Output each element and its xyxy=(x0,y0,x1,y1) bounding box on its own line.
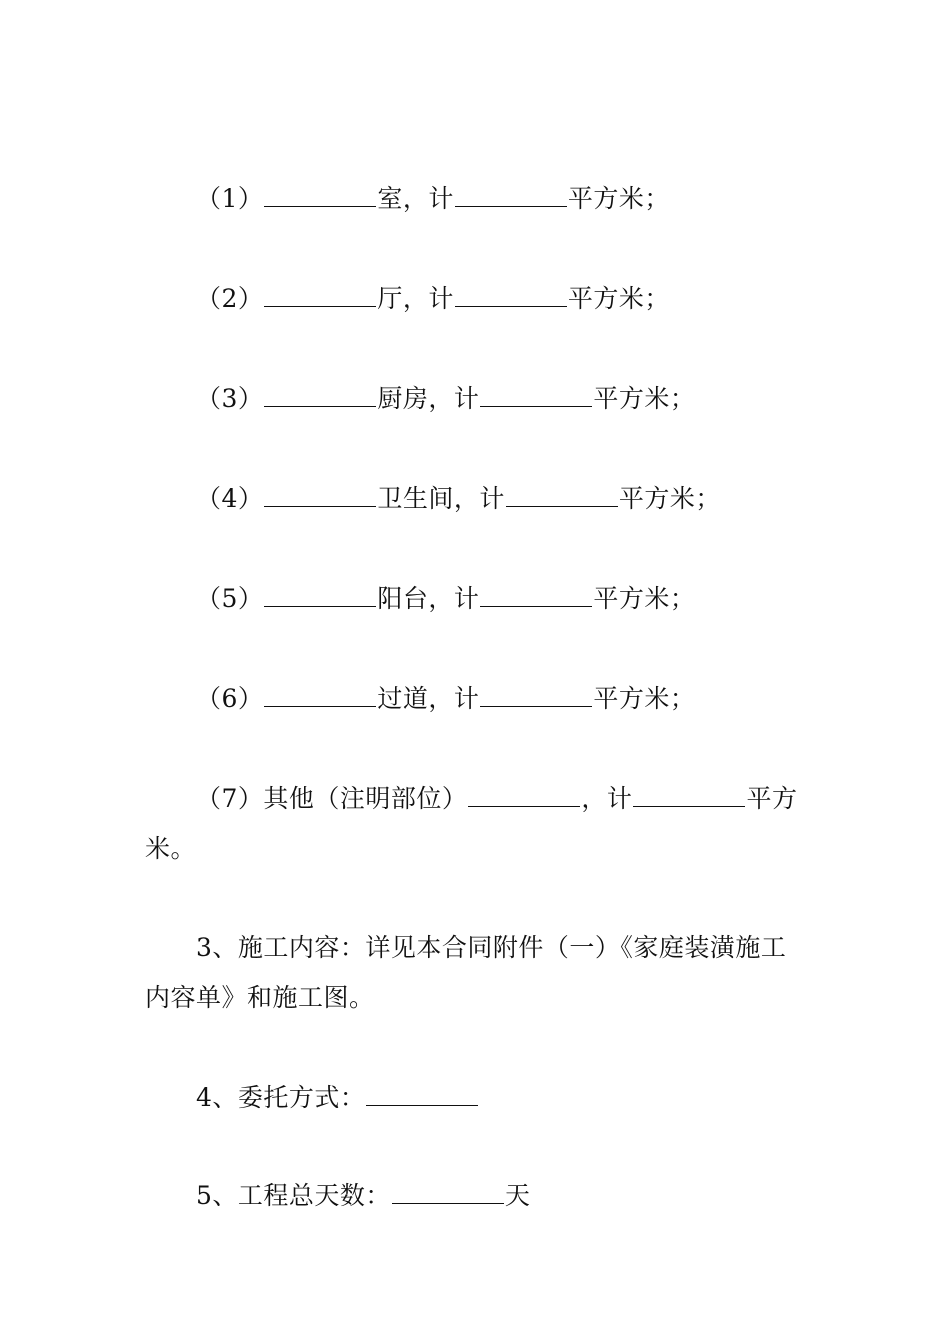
fill-blank xyxy=(455,286,567,307)
fill-blank xyxy=(392,1183,504,1204)
room-item-6 xyxy=(196,685,695,713)
item-mid: 阳台，计 xyxy=(377,584,480,613)
item-suffix: 平方米； xyxy=(618,484,721,513)
fill-blank xyxy=(264,386,376,407)
fill-blank xyxy=(264,686,376,707)
section-5 xyxy=(196,1182,530,1210)
fill-blank xyxy=(480,386,592,407)
item-prefix: （3） xyxy=(196,384,264,413)
item-prefix: （5） xyxy=(196,584,264,613)
section-5-unit: 天 xyxy=(504,1181,531,1210)
fill-blank xyxy=(264,286,376,307)
room-item-3 xyxy=(196,385,695,413)
fill-blank xyxy=(633,786,745,807)
fill-blank xyxy=(264,186,376,207)
item-suffix: 平方 xyxy=(746,784,798,813)
fill-blank xyxy=(480,586,592,607)
section-4 xyxy=(196,1084,479,1112)
fill-blank xyxy=(480,686,592,707)
fill-blank xyxy=(366,1085,478,1106)
item-suffix: 平方米； xyxy=(593,384,696,413)
section-3-line-2: 内容单》和施工图。 xyxy=(145,983,375,1012)
item-suffix: 平方米； xyxy=(567,284,670,313)
item-mid: 卫生间，计 xyxy=(377,484,505,513)
fill-blank xyxy=(468,786,580,807)
item-mid: 室，计 xyxy=(377,184,454,213)
item-mid: 厅，计 xyxy=(377,284,454,313)
item-prefix: （2） xyxy=(196,284,264,313)
fill-blank xyxy=(506,486,618,507)
room-item-7-continuation: 米。 xyxy=(145,834,197,863)
room-item-7 xyxy=(196,785,797,813)
fill-blank xyxy=(264,586,376,607)
room-item-2 xyxy=(196,285,670,313)
item-mid: 厨房，计 xyxy=(377,384,480,413)
item-prefix: （6） xyxy=(196,684,264,713)
room-item-5 xyxy=(196,585,695,613)
section-4-label: 4、委托方式： xyxy=(196,1083,366,1112)
section-3-line-1: 3、施工内容：详见本合同附件（一）《家庭装潢施工 xyxy=(196,933,787,962)
item-prefix: （4） xyxy=(196,484,264,513)
fill-blank xyxy=(455,186,567,207)
section-5-label: 5、工程总天数： xyxy=(196,1181,391,1210)
room-item-1 xyxy=(196,185,670,213)
fill-blank xyxy=(264,486,376,507)
room-item-4 xyxy=(196,485,721,513)
item-suffix: 平方米； xyxy=(567,184,670,213)
item-mid: ，计 xyxy=(581,784,633,813)
item-suffix: 平方米； xyxy=(593,684,696,713)
item-prefix: （7）其他（注明部位） xyxy=(196,784,468,813)
item-suffix: 平方米； xyxy=(593,584,696,613)
item-prefix: （1） xyxy=(196,184,264,213)
item-mid: 过道，计 xyxy=(377,684,480,713)
